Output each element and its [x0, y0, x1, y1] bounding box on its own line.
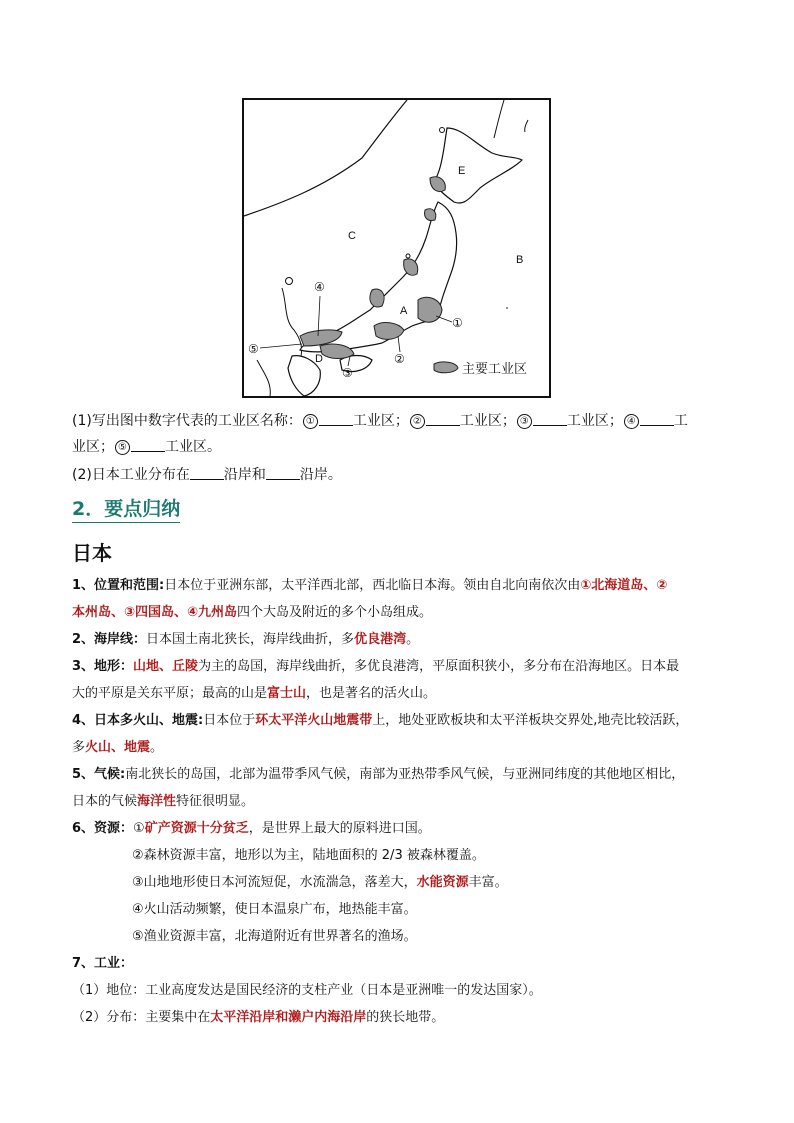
map-label-b: B [516, 254, 524, 266]
map-label-d: D [315, 353, 323, 365]
item-resources: 6、资源：①矿产资源十分贫乏，是世界上最大的原料进口国。 ②森林资源丰富，地形以为主，陆地面积的 2/3 被森林覆盖。 ③山地地形使日本河流短促，水流湍急，落差大，水能资源丰富。 ④火山活动频繁，使日本温泉广布，地热能丰富。 ⑤渔业资源丰富，北海道附近有世界著名的渔场。 [72, 821, 508, 944]
answer-blank[interactable] [640, 413, 674, 426]
map-label-c: C [348, 230, 356, 242]
map-label-e: E [458, 165, 466, 177]
marker-4: ④ [314, 280, 325, 294]
legend-label: 主要工业区 [462, 362, 528, 377]
item-industry: 7、工业： （1）地位：工业高度发达是国民经济的支柱产业（日本是亚洲唯一的发达国家）。 （2）分布：主要集中在太平洋沿岸和濑户内海沿岸的狭长地带。 [72, 956, 542, 1025]
marker-1: ① [452, 316, 463, 330]
answer-blank[interactable] [426, 413, 460, 426]
marker-2: ② [394, 352, 405, 366]
map-label-a: A [400, 305, 408, 317]
marker-5: ⑤ [248, 342, 259, 356]
question-2: (2)日本工业分布在 沿岸和 沿岸。 [72, 467, 342, 483]
japan-industrial-map [242, 98, 551, 398]
item-location: 1、位置和范围:日本位于亚洲东部，太平洋西北部，西北临日本海。领由自北向南依次由①北海道岛、② 本州岛、③四国岛、④九州岛四个大岛及附近的多个小岛组成。 [72, 578, 668, 620]
answer-blank[interactable] [319, 413, 353, 426]
question-1-cont: 业区； ⑤ 工业区。 [72, 439, 221, 455]
marker-3: ③ [342, 366, 353, 380]
section-title: 2．要点归纳 [72, 497, 180, 523]
answer-blank[interactable] [266, 467, 300, 480]
item-volcano: 4、日本多火山、地震:日本位于环太平洋火山地震带上，地处亚欧板块和太平洋板块交界处,地壳比较活跃， 多火山、地震。 [72, 713, 689, 755]
answer-blank[interactable] [533, 413, 567, 426]
answer-blank[interactable] [131, 439, 165, 452]
legend-swatch [434, 362, 458, 373]
item-coastline: 2、海岸线：日本国土南北狭长，海岸线曲折，多优良港湾。 [72, 632, 420, 647]
answer-blank[interactable] [190, 467, 224, 480]
item-terrain: 3、地形：山地、丘陵为主的岛国，海岸线曲折，多优良港湾，平原面积狭小，多分布在沿海地区。日本最 大的平原是关东平原；最高的山是富士山，也是著名的活火山。 [72, 659, 680, 701]
heading-japan: 日本 [72, 541, 112, 565]
question-1: (1)写出图中数字代表的工业区名称： ① 工业区； ② 工业区； ③ 工业区； ④ 工 [72, 413, 688, 429]
item-climate: 5、气候:南北狭长的岛国，北部为温带季风气候，南部为亚热带季风气候，与亚洲同纬度的其他地区相比， 日本的气候海洋性特征很明显。 [72, 767, 685, 809]
